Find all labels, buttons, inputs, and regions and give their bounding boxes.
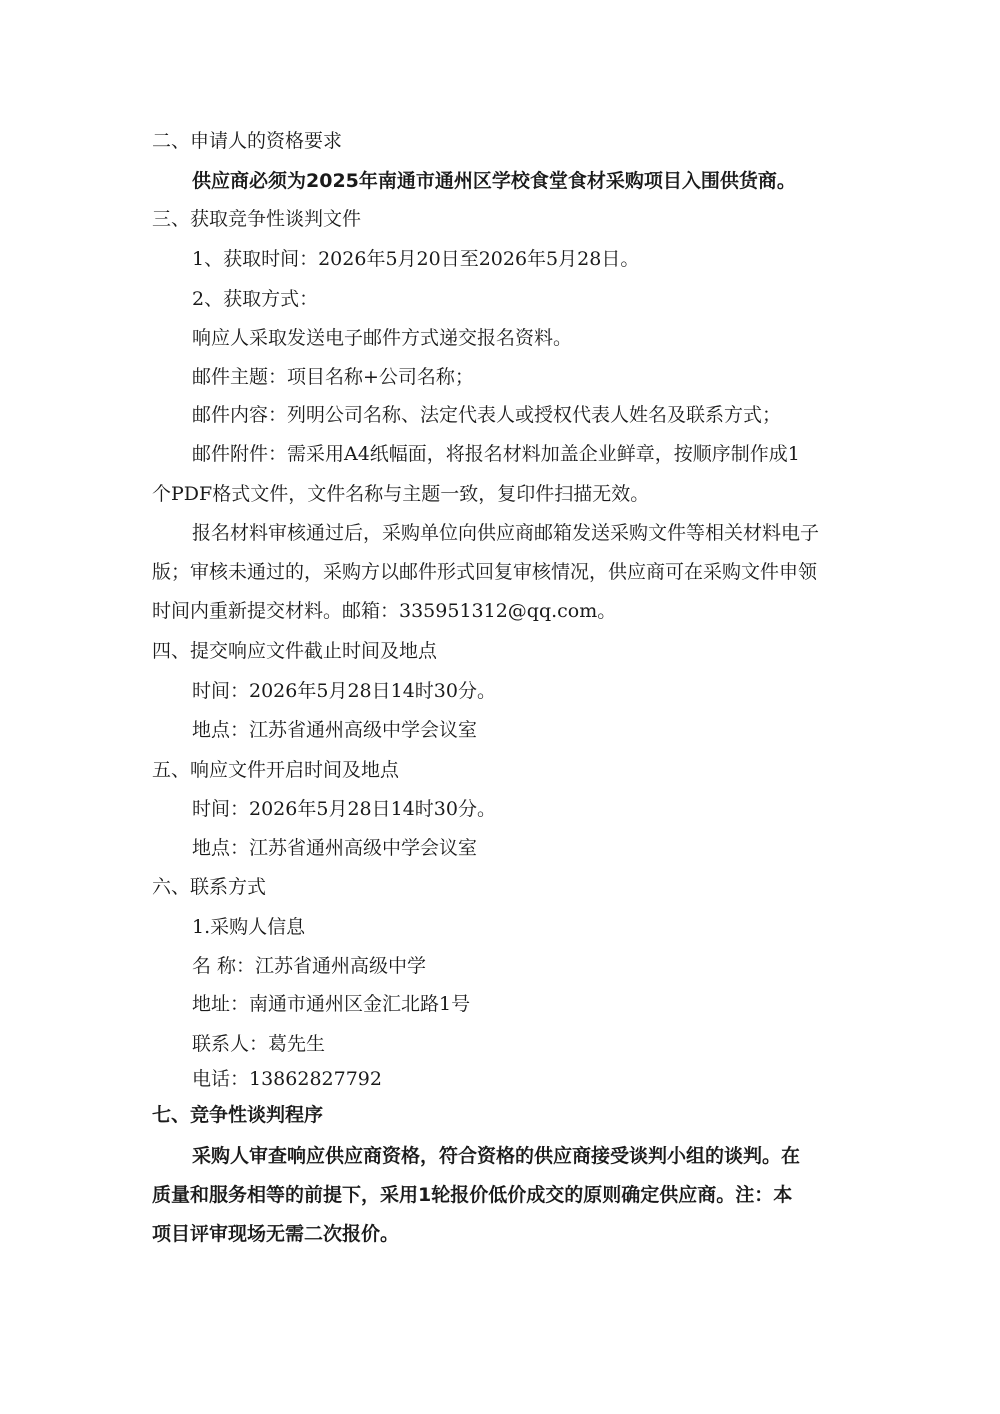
email-attachment-line-2: 个PDF格式文件，文件名称与主题一致，复印件扫描无效。 — [152, 483, 650, 505]
acquisition-method-description: 响应人采取发送电子邮件方式递交报名资料。 — [192, 327, 573, 349]
review-note-line-2: 版；审核未通过的，采购方以邮件形式回复审核情况，供应商可在采购文件申领 — [152, 561, 818, 583]
section-3-heading: 三、获取竞争性谈判文件 — [152, 208, 362, 230]
acquisition-time: 1、获取时间：2026年5月20日至2026年5月28日。 — [192, 248, 640, 270]
section-5-heading: 五、响应文件开启时间及地点 — [152, 759, 400, 781]
section-7-heading: 七、竞争性谈判程序 — [152, 1104, 324, 1126]
section-2-heading: 二、申请人的资格要求 — [152, 130, 343, 152]
buyer-name: 名 称：江苏省通州高级中学 — [192, 955, 427, 977]
submission-deadline-time: 时间：2026年5月28日14时30分。 — [192, 680, 496, 702]
negotiation-procedure-line-3: 项目评审现场无需二次报价。 — [152, 1223, 400, 1245]
email-subject: 邮件主题：项目名称+公司名称； — [192, 366, 474, 388]
buyer-contact-person: 联系人：葛先生 — [192, 1033, 326, 1055]
section-6-heading: 六、联系方式 — [152, 876, 267, 898]
email-content: 邮件内容：列明公司名称、法定代表人或授权代表人姓名及联系方式； — [192, 404, 782, 426]
opening-time: 时间：2026年5月28日14时30分。 — [192, 798, 496, 820]
opening-location: 地点：江苏省通州高级中学会议室 — [192, 837, 478, 859]
review-note-line-1: 报名材料审核通过后，采购单位向供应商邮箱发送采购文件等相关材料电子 — [192, 522, 820, 544]
acquisition-method-label: 2、获取方式： — [192, 288, 319, 310]
submission-location: 地点：江苏省通州高级中学会议室 — [192, 719, 478, 741]
negotiation-procedure-line-2: 质量和服务相等的前提下，采用1轮报价低价成交的原则确定供应商。注：本 — [152, 1184, 793, 1206]
buyer-phone: 电话：13862827792 — [192, 1068, 382, 1090]
review-note-line-3: 时间内重新提交材料。邮箱：335951312@qq.com。 — [152, 600, 617, 622]
buyer-info-label: 1.采购人信息 — [192, 916, 306, 938]
buyer-address: 地址：南通市通州区金汇北路1号 — [192, 993, 471, 1015]
qualification-requirement: 供应商必须为2025年南通市通州区学校食堂食材采购项目入围供货商。 — [192, 170, 796, 192]
negotiation-procedure-line-1: 采购人审查响应供应商资格，符合资格的供应商接受谈判小组的谈判。在 — [192, 1145, 801, 1167]
email-attachment-line-1: 邮件附件：需采用A4纸幅面，将报名材料加盖企业鲜章，按顺序制作成1 — [192, 443, 800, 465]
section-4-heading: 四、提交响应文件截止时间及地点 — [152, 640, 438, 662]
